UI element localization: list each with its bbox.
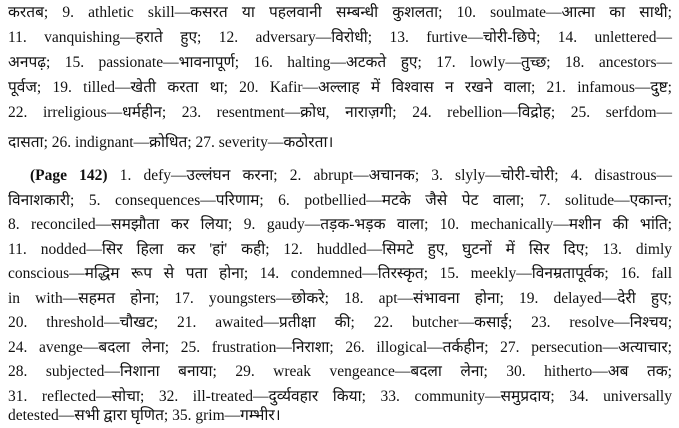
- text-line: अनपढ़; 15. passionate—भावनापूर्ण; 16. halting—अटकते हुए; 17. lowly—तुच्छ; 18. ancestors—: [8, 54, 672, 71]
- text-line: conscious—मद्धिम रूप से पता होना; 14. condemned—तिरस्कृत; 15. meekly—विनम्रतापूर्वक; 16. fall: [8, 265, 672, 282]
- text-line: 22. irreligious—धर्महीन; 23. resentment—क्रोध, नाराज़गी; 24. rebellion—विद्रोह; 25. serfdom—: [8, 104, 672, 121]
- text-line: पूर्वज; 19. tilled—खेती करता था; 20. Kafir—अल्लाह में विश्वास न रखने वाला; 21. infamous—दुष्ट;: [8, 79, 672, 96]
- text-line: विनाशकारी; 5. consequences—परिणाम; 6. potbellied—मटके जैसे पेट वाला; 7. solitude—एकान्त;: [8, 192, 672, 209]
- text-line: 31. reflected—सोचा; 32. ill-treated—दुर्व्यवहार किया; 33. community—समुप्रदाय; 34. universally: [8, 388, 672, 405]
- text-line: 11. vanquishing—हराते हुए; 12. adversary—विरोधी; 13. furtive—चोरी-छिपे; 14. unlettered—: [8, 29, 672, 46]
- text-line: [8, 164, 672, 188]
- text-line: detested—सभी द्वारा घृणित; 35. grim—गम्भीर।: [8, 407, 281, 424]
- text-line: in with—सहमत होना; 17. youngsters—छोकरे; 18. apt—संभावना होना; 19. delayed—देरी हुए;: [8, 290, 672, 307]
- text-line: करतब; 9. athletic skill—कसरत या पहलवानी सम्बन्धी कुशलता; 10. soulmate—आत्मा का साथी;: [8, 4, 672, 21]
- text-line: 20. threshold—चौखट; 21. awaited—प्रतीक्षा की; 22. butcher—कसाई; 23. resolve—निश्चय;: [8, 314, 672, 331]
- page-reference: (Page 142): [30, 167, 108, 184]
- text-line: 8. reconciled—समझौता कर लिया; 9. gaudy—तड़क-भड़क वाला; 10. mechanically—मशीन की भांति;: [8, 216, 672, 233]
- text-line: 28. subjected—निशाना बनाया; 29. wreak vengeance—बदला लेना; 30. hitherto—अब तक;: [8, 363, 672, 380]
- text-line: दासता; 26. indignant—क्रोधित; 27. severity—कठोरता।: [8, 134, 334, 151]
- text-segment: 1. defy—उल्लंघन करना; 2. abrupt—अचानक; 3. slyly—चोरी-चोरी; 4. disastrous—: [119, 167, 673, 184]
- text-line: 24. avenge—बदला लेना; 25. frustration—निराशा; 26. illogical—तर्कहीन; 27. persecution—अत्याचार;: [8, 339, 672, 356]
- text-line: 11. nodded—सिर हिला कर 'हां' कही; 12. huddled—सिमटे हुए, घुटनों में सिर दिए; 13. dimly: [8, 241, 672, 258]
